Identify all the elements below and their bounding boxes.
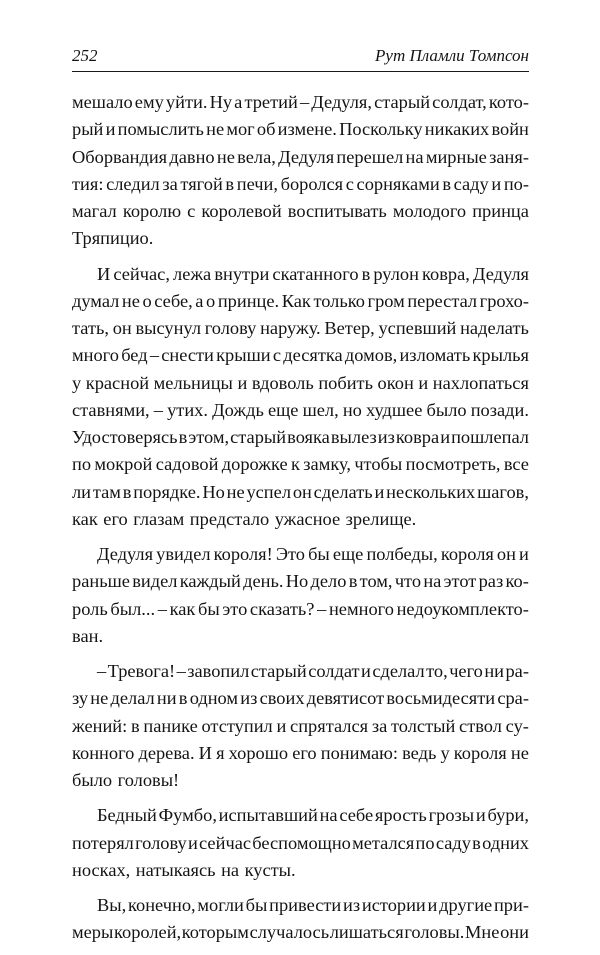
- text-line: роль был... – как бы это сказать? – немного недоукомплекто-: [72, 598, 529, 619]
- header-rule: [72, 71, 529, 72]
- text-line: раньше видел каждый день. Но дело в том, что на этот раз ко-: [72, 571, 529, 592]
- text-line: Бедный Фумбо, испытавший на себе ярость грозы и бури,: [97, 805, 529, 826]
- text-line: И сейчас, лежа внутри скатанного в рулон ковра, Дедуля: [97, 263, 529, 284]
- text-line: жений: в панике отступил и спрятался за толстый ствол су-: [72, 715, 529, 736]
- text-line: у красной мельницы и вдоволь побить окон и нахлопаться: [72, 372, 529, 393]
- text-line: Дедуля увидел короля! Это бы еще полбеды, короля он и: [97, 544, 529, 564]
- paragraph: [72, 541, 529, 650]
- body-text: [72, 89, 529, 955]
- text-line: – Тревога! – завопил старый солдат и сделал то, чего ни ра-: [97, 661, 529, 681]
- text-line: мешало ему уйти. Ну а третий – Дедуля, старый солдат, кото-: [72, 92, 529, 112]
- text-line: Вы, конечно, могли бы привести из истории и другие при-: [97, 895, 529, 915]
- text-line: по мокрой садовой дорожке к замку, чтобы посмотреть, все: [72, 454, 529, 475]
- text-line: много бед – снести крыши с десятка домов, изломать крылья: [72, 345, 529, 366]
- paragraph: [72, 261, 529, 534]
- text-line: Оборвандия давно не вела, Дедуля перешел на мирные заня-: [72, 146, 529, 167]
- page-number: 252: [72, 46, 98, 65]
- text-line: ставнями, – утих. Дождь еще шел, но худшее было позади.: [72, 399, 529, 420]
- text-line: зу не делал ни в одном из своих девятисот восьмидесяти сра-: [72, 688, 529, 709]
- running-title: Рут Пламли Томпсон: [375, 46, 529, 65]
- text-line: было головы!: [72, 770, 180, 790]
- paragraph: [72, 892, 529, 947]
- running-head: [72, 43, 529, 69]
- text-line: как его глазам предстало ужасное зрелище.: [72, 508, 417, 529]
- text-line: носках, натыкаясь на кусты.: [72, 859, 296, 880]
- paragraph: [72, 89, 529, 253]
- text-line: Удостоверясь в этом, старый вояка вылез из ковра и пошлепал: [72, 427, 529, 447]
- text-line: тия: следил за тягой в печи, боролся с сорняками в саду и по-: [72, 173, 529, 194]
- text-line: думал не о себе, а о принце. Как только гром перестал грохо-: [72, 290, 529, 311]
- paragraph: [72, 658, 529, 794]
- text-line: рый и помыслить не мог об измене. Поскольку никаких войн: [72, 119, 529, 140]
- text-line: потерял голову и сейчас беспомощно метался по саду в одних: [72, 832, 529, 853]
- paragraph: [72, 802, 529, 884]
- text-line: ван.: [72, 625, 104, 646]
- text-line: магал королю с королевой воспитывать молодого принца: [72, 201, 529, 221]
- text-line: Тряпицио.: [72, 228, 154, 249]
- text-line: конного дерева. И я хорошо его понимаю: ведь у короля не: [72, 742, 529, 763]
- text-line: меры королей, которым случалось лишаться головы. Мне они: [72, 922, 529, 943]
- text-line: ли там в порядке. Но не успел он сделать и нескольких шагов,: [72, 481, 529, 502]
- text-line: тать, он высунул голову наружу. Ветер, успевший наделать: [72, 318, 529, 338]
